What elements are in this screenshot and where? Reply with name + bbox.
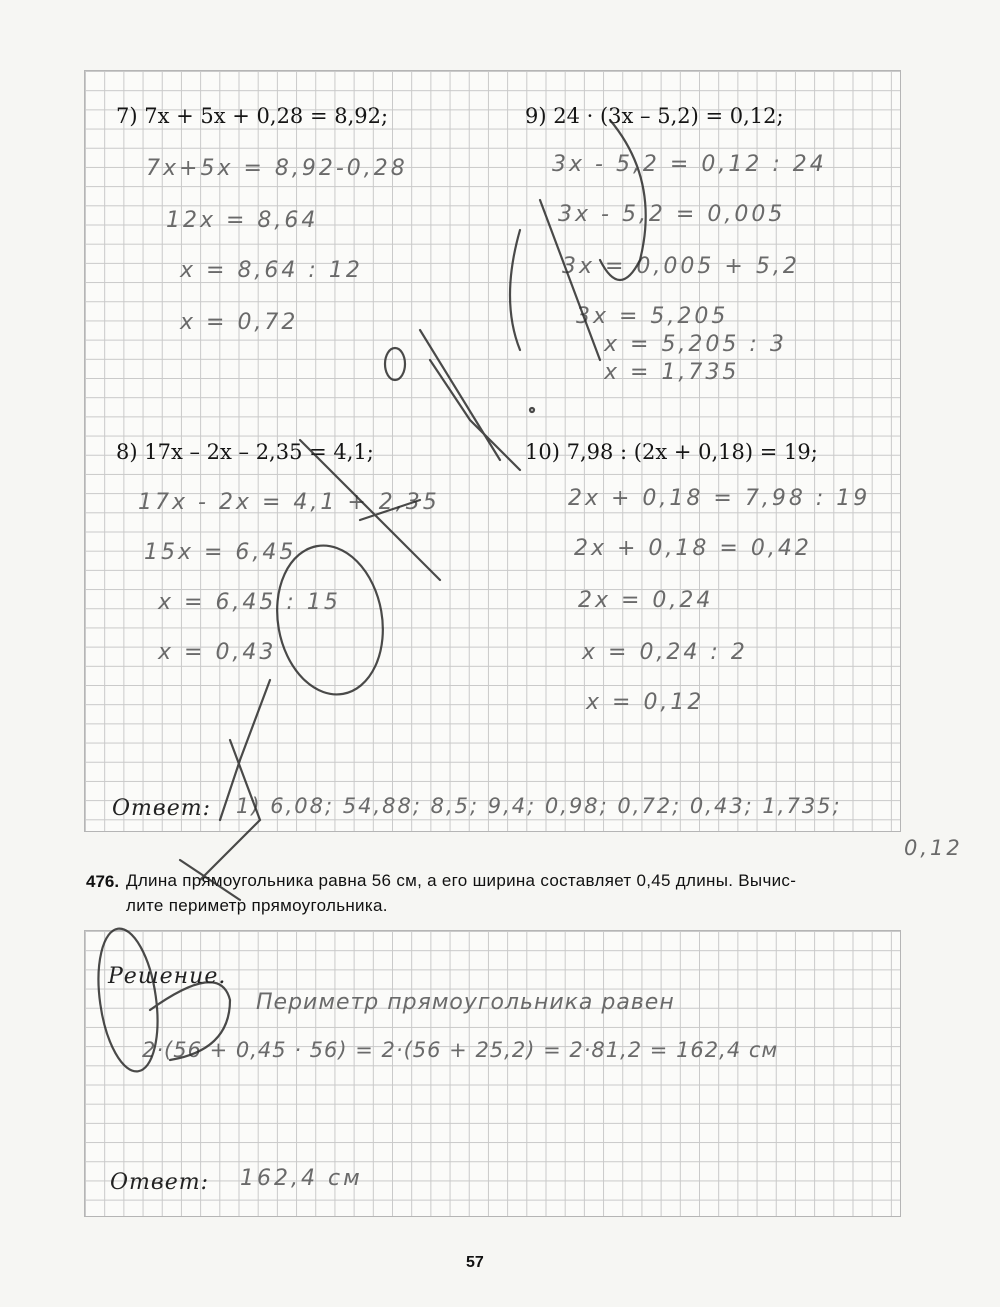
step-8-3: x = 6,45 : 15 <box>158 590 341 615</box>
step-10-5: x = 0,12 <box>586 690 705 715</box>
equation-9: 9) 24 · (3x – 5,2) = 0,12; <box>525 104 784 128</box>
equation-10: 10) 7,98 : (2x + 0,18) = 19; <box>525 440 818 464</box>
task-text-line1: Длина прямоугольника равна 56 см, а его ширина составляет 0,45 длины. Вычис- <box>126 871 797 890</box>
step-9-2: 3x - 5,2 = 0,005 <box>558 202 786 227</box>
step-10-4: x = 0,24 : 2 <box>582 640 748 665</box>
equation-7: 7) 7x + 5x + 0,28 = 8,92; <box>116 104 389 128</box>
step-7-3: x = 8,64 : 12 <box>180 258 363 283</box>
page-number: 57 <box>466 1254 484 1271</box>
answer-value-bottom: 162,4 см <box>240 1166 363 1191</box>
task-text-line2: лите периметр прямоугольника. <box>126 896 388 915</box>
step-9-4: 3x = 5,205 <box>576 304 729 329</box>
step-8-4: x = 0,43 <box>158 640 277 665</box>
step-7-1: 7x+5x = 8,92-0,28 <box>146 156 408 181</box>
step-9-1: 3x - 5,2 = 0,12 : 24 <box>552 152 827 177</box>
step-7-4: x = 0,72 <box>180 310 299 335</box>
step-10-2: 2x + 0,18 = 0,42 <box>574 536 812 561</box>
answer-value-top-cont: 0,12 <box>904 836 963 860</box>
solution-line1: Периметр прямоугольника равен <box>256 990 675 1015</box>
step-8-1: 17x - 2x = 4,1 + 2,35 <box>138 490 440 515</box>
step-7-2: 12x = 8,64 <box>166 208 319 233</box>
answer-label-bottom: Ответ: <box>110 1170 209 1195</box>
equation-8: 8) 17x – 2x – 2,35 = 4,1; <box>116 440 374 464</box>
task-number: 476. <box>86 872 120 891</box>
step-9-6: x = 1,735 <box>604 360 740 385</box>
step-10-1: 2x + 0,18 = 7,98 : 19 <box>568 486 871 511</box>
solution-line2: 2·(56 + 0,45 · 56) = 2·(56 + 25,2) = 2·81,2 = 162,4 см <box>142 1038 779 1062</box>
solution-label: Решение. <box>108 964 227 989</box>
answer-label-top: Ответ: <box>112 796 211 821</box>
step-9-5: x = 5,205 : 3 <box>604 332 787 357</box>
step-10-3: 2x = 0,24 <box>578 588 714 613</box>
step-9-3: 3x = 0,005 + 5,2 <box>562 254 800 279</box>
step-8-2: 15x = 6,45 <box>144 540 297 565</box>
answer-value-top: 1) 6,08; 54,88; 8,5; 9,4; 0,98; 0,72; 0,43; 1,735; <box>236 794 842 818</box>
